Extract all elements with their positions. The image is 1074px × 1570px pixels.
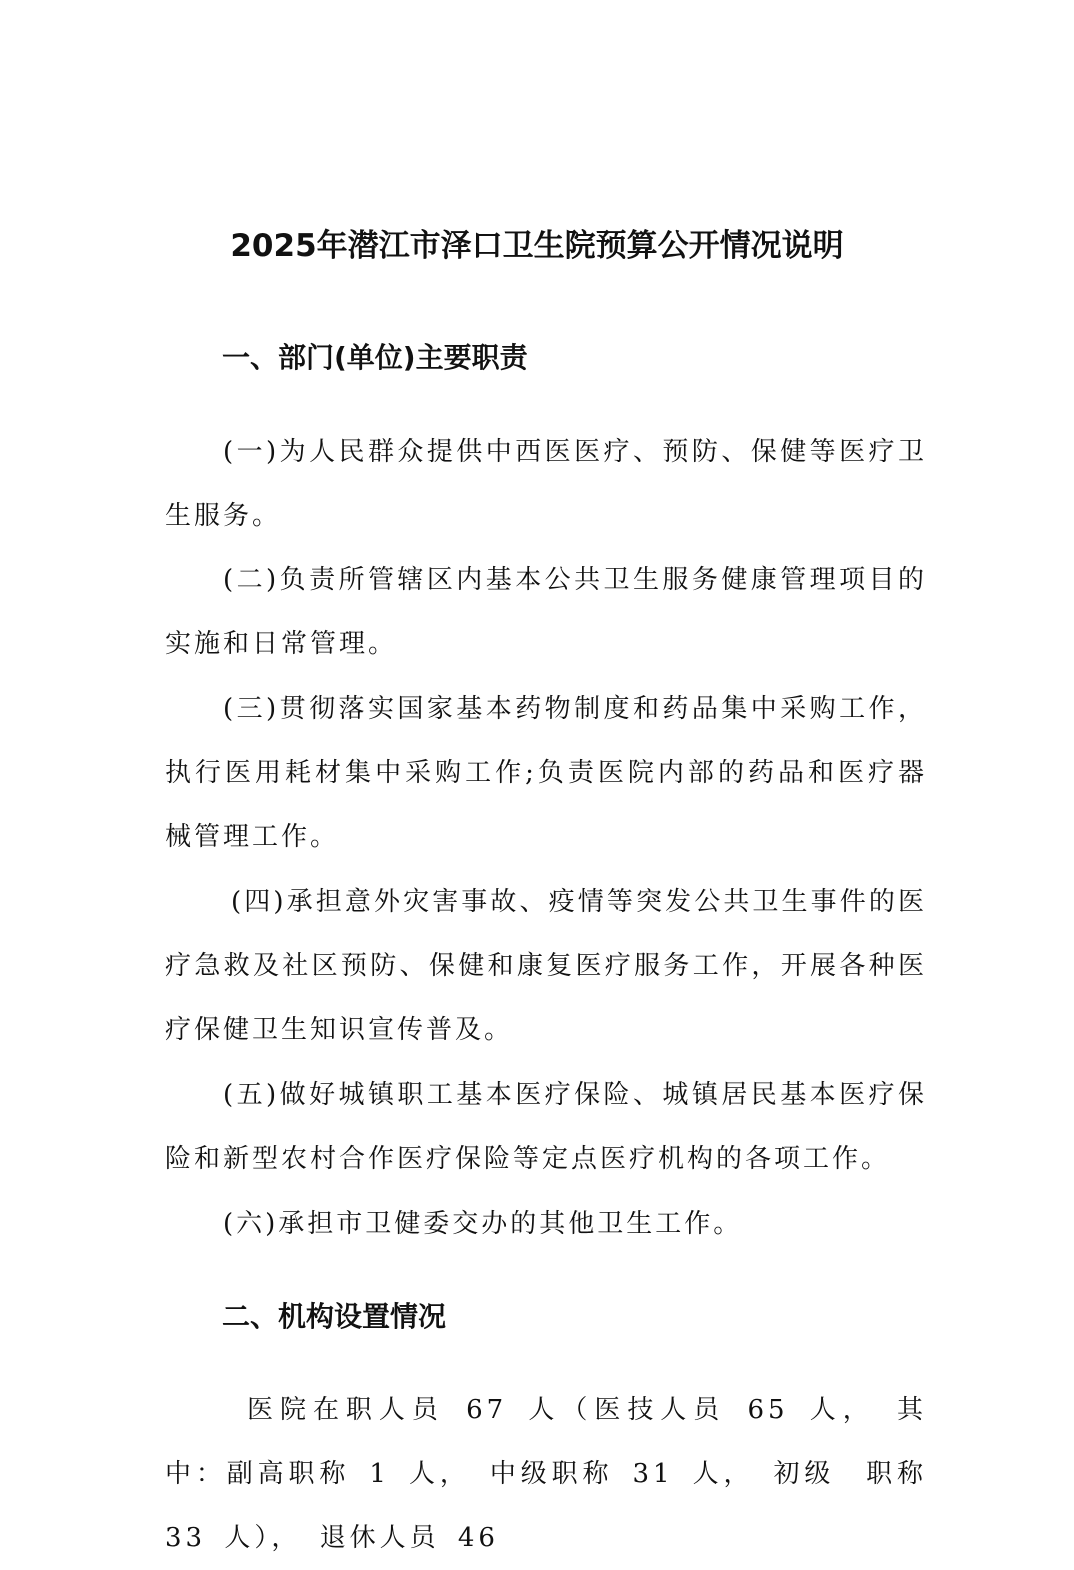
section-heading-organization: 二、机构设置情况 (222, 1300, 447, 1333)
duty-item-6: (六)承担市卫健委交办的其他卫生工作。 (223, 1209, 743, 1239)
section-heading-duties: 一、部门(单位)主要职责 (222, 341, 528, 374)
duty-item-3: (三)贯彻落实国家基本药物制度和药品集中采购工作，执行医用耗材集中采购工作;负责医院内部的药品和医疗器械管理工作。 (165, 694, 927, 852)
staffing-paragraph: 医院在职人员 67 人（医技人员 65 人， 其中：副高职称 1 人， 中级职称 31 人， 初级 职称 33 人）， 退休人员 46 (165, 1395, 927, 1553)
duty-item-2: (二)负责所管辖区内基本公共卫生服务健康管理项目的实施和日常管理。 (165, 565, 927, 659)
duty-item-1: (一)为人民群众提供中西医医疗、预防、保健等医疗卫生服务。 (165, 437, 927, 531)
document-title: 2025年潜江市泽口卫生院预算公开情况说明 (230, 228, 844, 264)
duty-item-5: (五)做好城镇职工基本医疗保险、城镇居民基本医疗保险和新型农村合作医疗保险等定点医疗机构的各项工作。 (165, 1080, 927, 1174)
duty-item-4: (四)承担意外灾害事故、疫情等突发公共卫生事件的医疗急救及社区预防、保健和康复医疗服务工作，开展各种医疗保健卫生知识宣传普及。 (165, 887, 927, 1045)
